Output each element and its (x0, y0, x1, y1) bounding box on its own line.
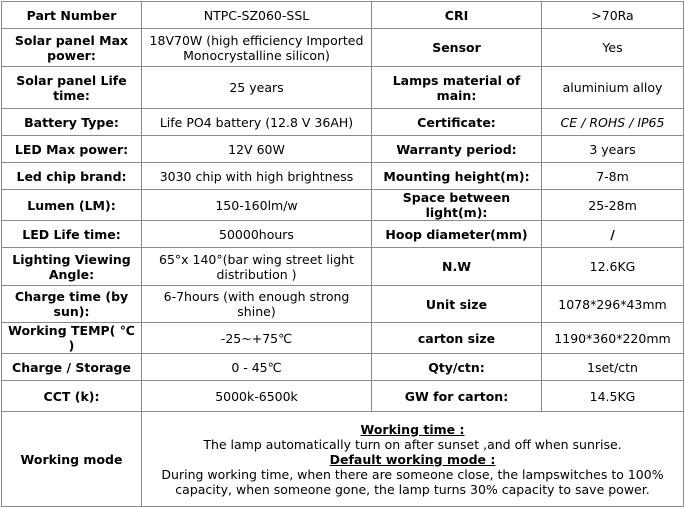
default-mode-heading: Default working mode : (329, 451, 496, 467)
led-power-value: 12V 60W (142, 136, 372, 163)
solar-panel-power-value: 18V70W (high efficiency Imported Monocrystalline silicon) (142, 29, 372, 67)
unit-size-label: Unit size (372, 286, 542, 323)
table-row (2, 286, 684, 323)
lumen-value: 150-160lm/w (142, 190, 372, 221)
hoop-diameter-value: / (542, 221, 684, 248)
certificate-value: CE / ROHS / IP65 (542, 109, 684, 136)
light-spacing-value: 25-28m (542, 190, 684, 221)
light-spacing-label: Space between light(m): (372, 190, 542, 221)
warranty-value: 3 years (542, 136, 684, 163)
cct-value: 5000k-6500k (142, 381, 372, 412)
part-number-value: NTPC-SZ060-SSL (142, 2, 372, 29)
table-row (2, 190, 684, 221)
table-row (2, 109, 684, 136)
sensor-value: Yes (542, 29, 684, 67)
cri-label: CRI (372, 2, 542, 29)
led-chip-value: 3030 chip with high brightness (142, 163, 372, 190)
net-weight-value: 12.6KG (542, 248, 684, 286)
led-chip-label: Led chip brand: (2, 163, 142, 190)
table-row (2, 163, 684, 190)
sensor-label: Sensor (372, 29, 542, 67)
table-row (2, 136, 684, 163)
table-row (2, 29, 684, 67)
qty-per-carton-label: Qty/ctn: (372, 354, 542, 381)
solar-panel-power-label: Solar panel Max power: (2, 29, 142, 67)
lamp-material-value: aluminium alloy (542, 67, 684, 109)
working-mode-label: Working mode (2, 412, 142, 507)
carton-gross-weight-value: 14.5KG (542, 381, 684, 412)
table-row (2, 381, 684, 412)
lumen-label: Lumen (LM): (2, 190, 142, 221)
cct-label: CCT (k): (2, 381, 142, 412)
table-row (2, 67, 684, 109)
working-mode-description (142, 412, 684, 507)
warranty-label: Warranty period: (372, 136, 542, 163)
table-row (2, 323, 684, 354)
solar-panel-life-value: 25 years (142, 67, 372, 109)
default-mode-text-line-2: capacity, when someone gone, the lamp turns 30% capacity to save power. (175, 481, 650, 497)
spec-table (1, 1, 684, 507)
charge-time-label: Charge time (by sun): (2, 286, 142, 323)
viewing-angle-label: Lighting Viewing Angle: (2, 248, 142, 286)
battery-type-label: Battery Type: (2, 109, 142, 136)
solar-panel-life-label: Solar panel Life time: (2, 67, 142, 109)
mounting-height-label: Mounting height(m): (372, 163, 542, 190)
table-row (2, 221, 684, 248)
working-mode-row (2, 412, 684, 507)
battery-type-value: Life PO4 battery (12.8 V 36AH) (142, 109, 372, 136)
hoop-diameter-label: Hoop diameter(mm) (372, 221, 542, 248)
net-weight-label: N.W (372, 248, 542, 286)
charge-storage-label: Charge / Storage (2, 354, 142, 381)
viewing-angle-value: 65°x 140°(bar wing street light distribution ) (142, 248, 372, 286)
part-number-label: Part Number (2, 2, 142, 29)
working-time-heading: Working time : (360, 421, 465, 437)
working-temp-label: Working TEMP( ℃ ) (2, 323, 142, 354)
mounting-height-value: 7-8m (542, 163, 684, 190)
working-temp-value: -25~+75℃ (142, 323, 372, 354)
carton-size-label: carton size (372, 323, 542, 354)
cri-value: >70Ra (542, 2, 684, 29)
table-row (2, 2, 684, 29)
certificate-label: Certificate: (372, 109, 542, 136)
table-row (2, 248, 684, 286)
led-life-label: LED Life time: (2, 221, 142, 248)
carton-size-value: 1190*360*220mm (542, 323, 684, 354)
lamp-material-label: Lamps material of main: (372, 67, 542, 109)
charge-time-value: 6-7hours (with enough strong shine) (142, 286, 372, 323)
charge-storage-value: 0 - 45℃ (142, 354, 372, 381)
default-mode-text-line-1: During working time, when there are someone close, the lampswitches to 100% (161, 466, 664, 482)
led-power-label: LED Max power: (2, 136, 142, 163)
working-time-text: The lamp automatically turn on after sunset ,and off when sunrise. (203, 436, 622, 452)
qty-per-carton-value: 1set/ctn (542, 354, 684, 381)
led-life-value: 50000hours (142, 221, 372, 248)
unit-size-value: 1078*296*43mm (542, 286, 684, 323)
carton-gross-weight-label: GW for carton: (372, 381, 542, 412)
table-row (2, 354, 684, 381)
